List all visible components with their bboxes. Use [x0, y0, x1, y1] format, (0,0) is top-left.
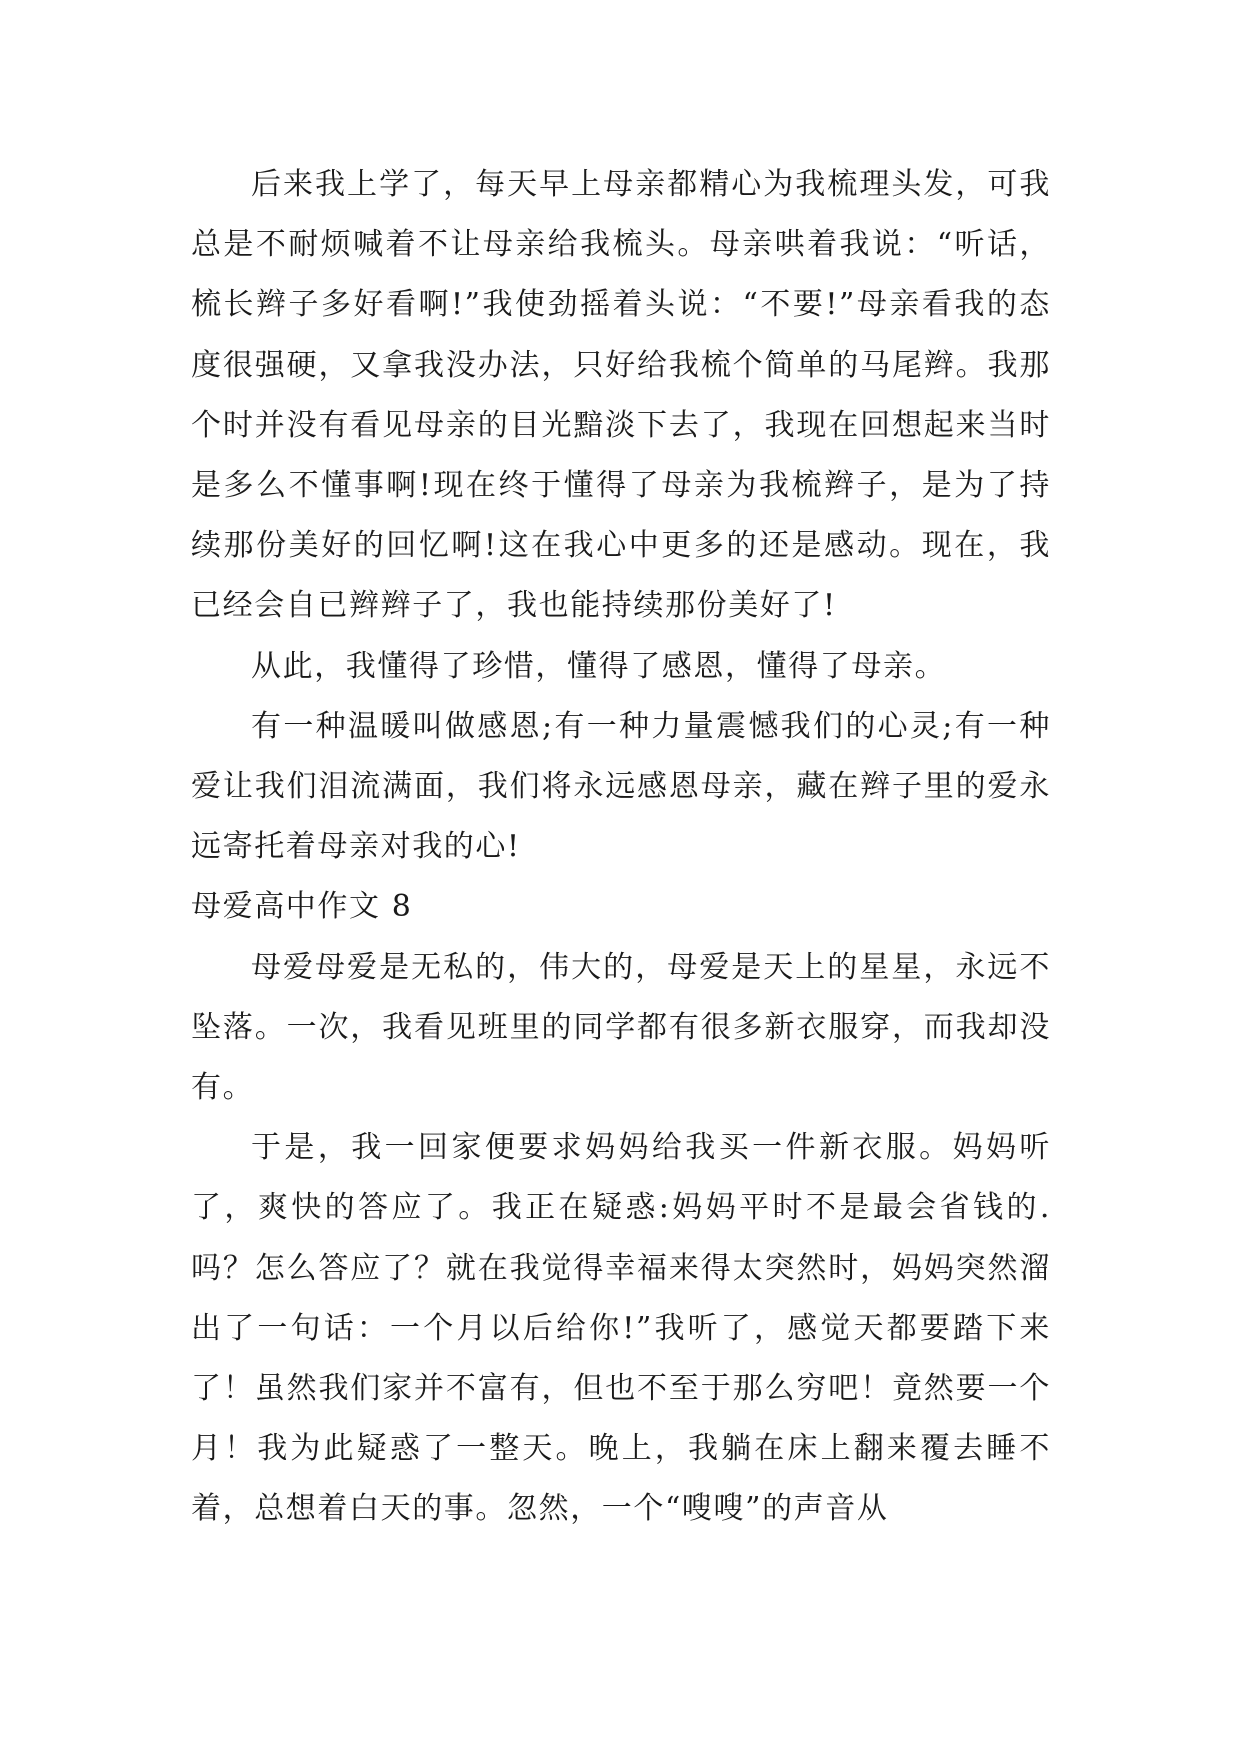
paragraph-mother-love: 母爱母爱是无私的，伟大的，母爱是天上的星星，永远不坠落。一次，我看见班里的同学都有很多新衣服穿，而我却没有。 — [191, 949, 1051, 1106]
paragraph-gratitude: 有一种温暖叫做感恩;有一种力量震憾我们的心灵;有一种爱让我们泪流满面，我们将永远感恩母亲，藏在辫子里的爱永远寄托着母亲对我的心! — [191, 708, 1051, 865]
paragraph-new-clothes: 于是，我一回家便要求妈妈给我买一件新衣服。妈妈听了，爽快的答应了。我正在疑惑:妈妈平时不是最会省钱的.吗？怎么答应了？就在我觉得幸福来得太突然时，妈妈突然溜出了一句话：一个月以后给你!”我听了，感觉天都要踏下来了！虽然我们家并不富有，但也不至于那么穷吧！竟然要一个月！我为此疑惑了一整天。晚上，我躺在床上翻来覆去睡不着，总想着白天的事。忽然，一个“嗖嗖”的声音从 — [191, 1130, 1051, 1527]
paragraph-childhood-braids: 后来我上学了，每天早上母亲都精心为我梳理头发，可我总是不耐烦喊着不让母亲给我梳头。母亲哄着我说：“听话，梳长辫子多好看啊!”我使劲摇着头说：“不要!”母亲看我的态度很强硬，又拿我没办法，只好给我梳个简单的马尾辫。我那个时并没有看见母亲的目光黯淡下去了，我现在回想起来当时是多么不懂事啊!现在终于懂得了母亲为我梳辫子，是为了持续那份美好的回忆啊!这在我心中更多的还是感动。现在，我已经会自已辫辫子了，我也能持续那份美好了! — [191, 167, 1051, 624]
paragraph-understanding: 从此，我懂得了珍惜，懂得了感恩，懂得了母亲。 — [251, 648, 947, 684]
essay-heading: 母爱高中作文 8 — [191, 889, 413, 925]
document-body — [191, 155, 1051, 1540]
